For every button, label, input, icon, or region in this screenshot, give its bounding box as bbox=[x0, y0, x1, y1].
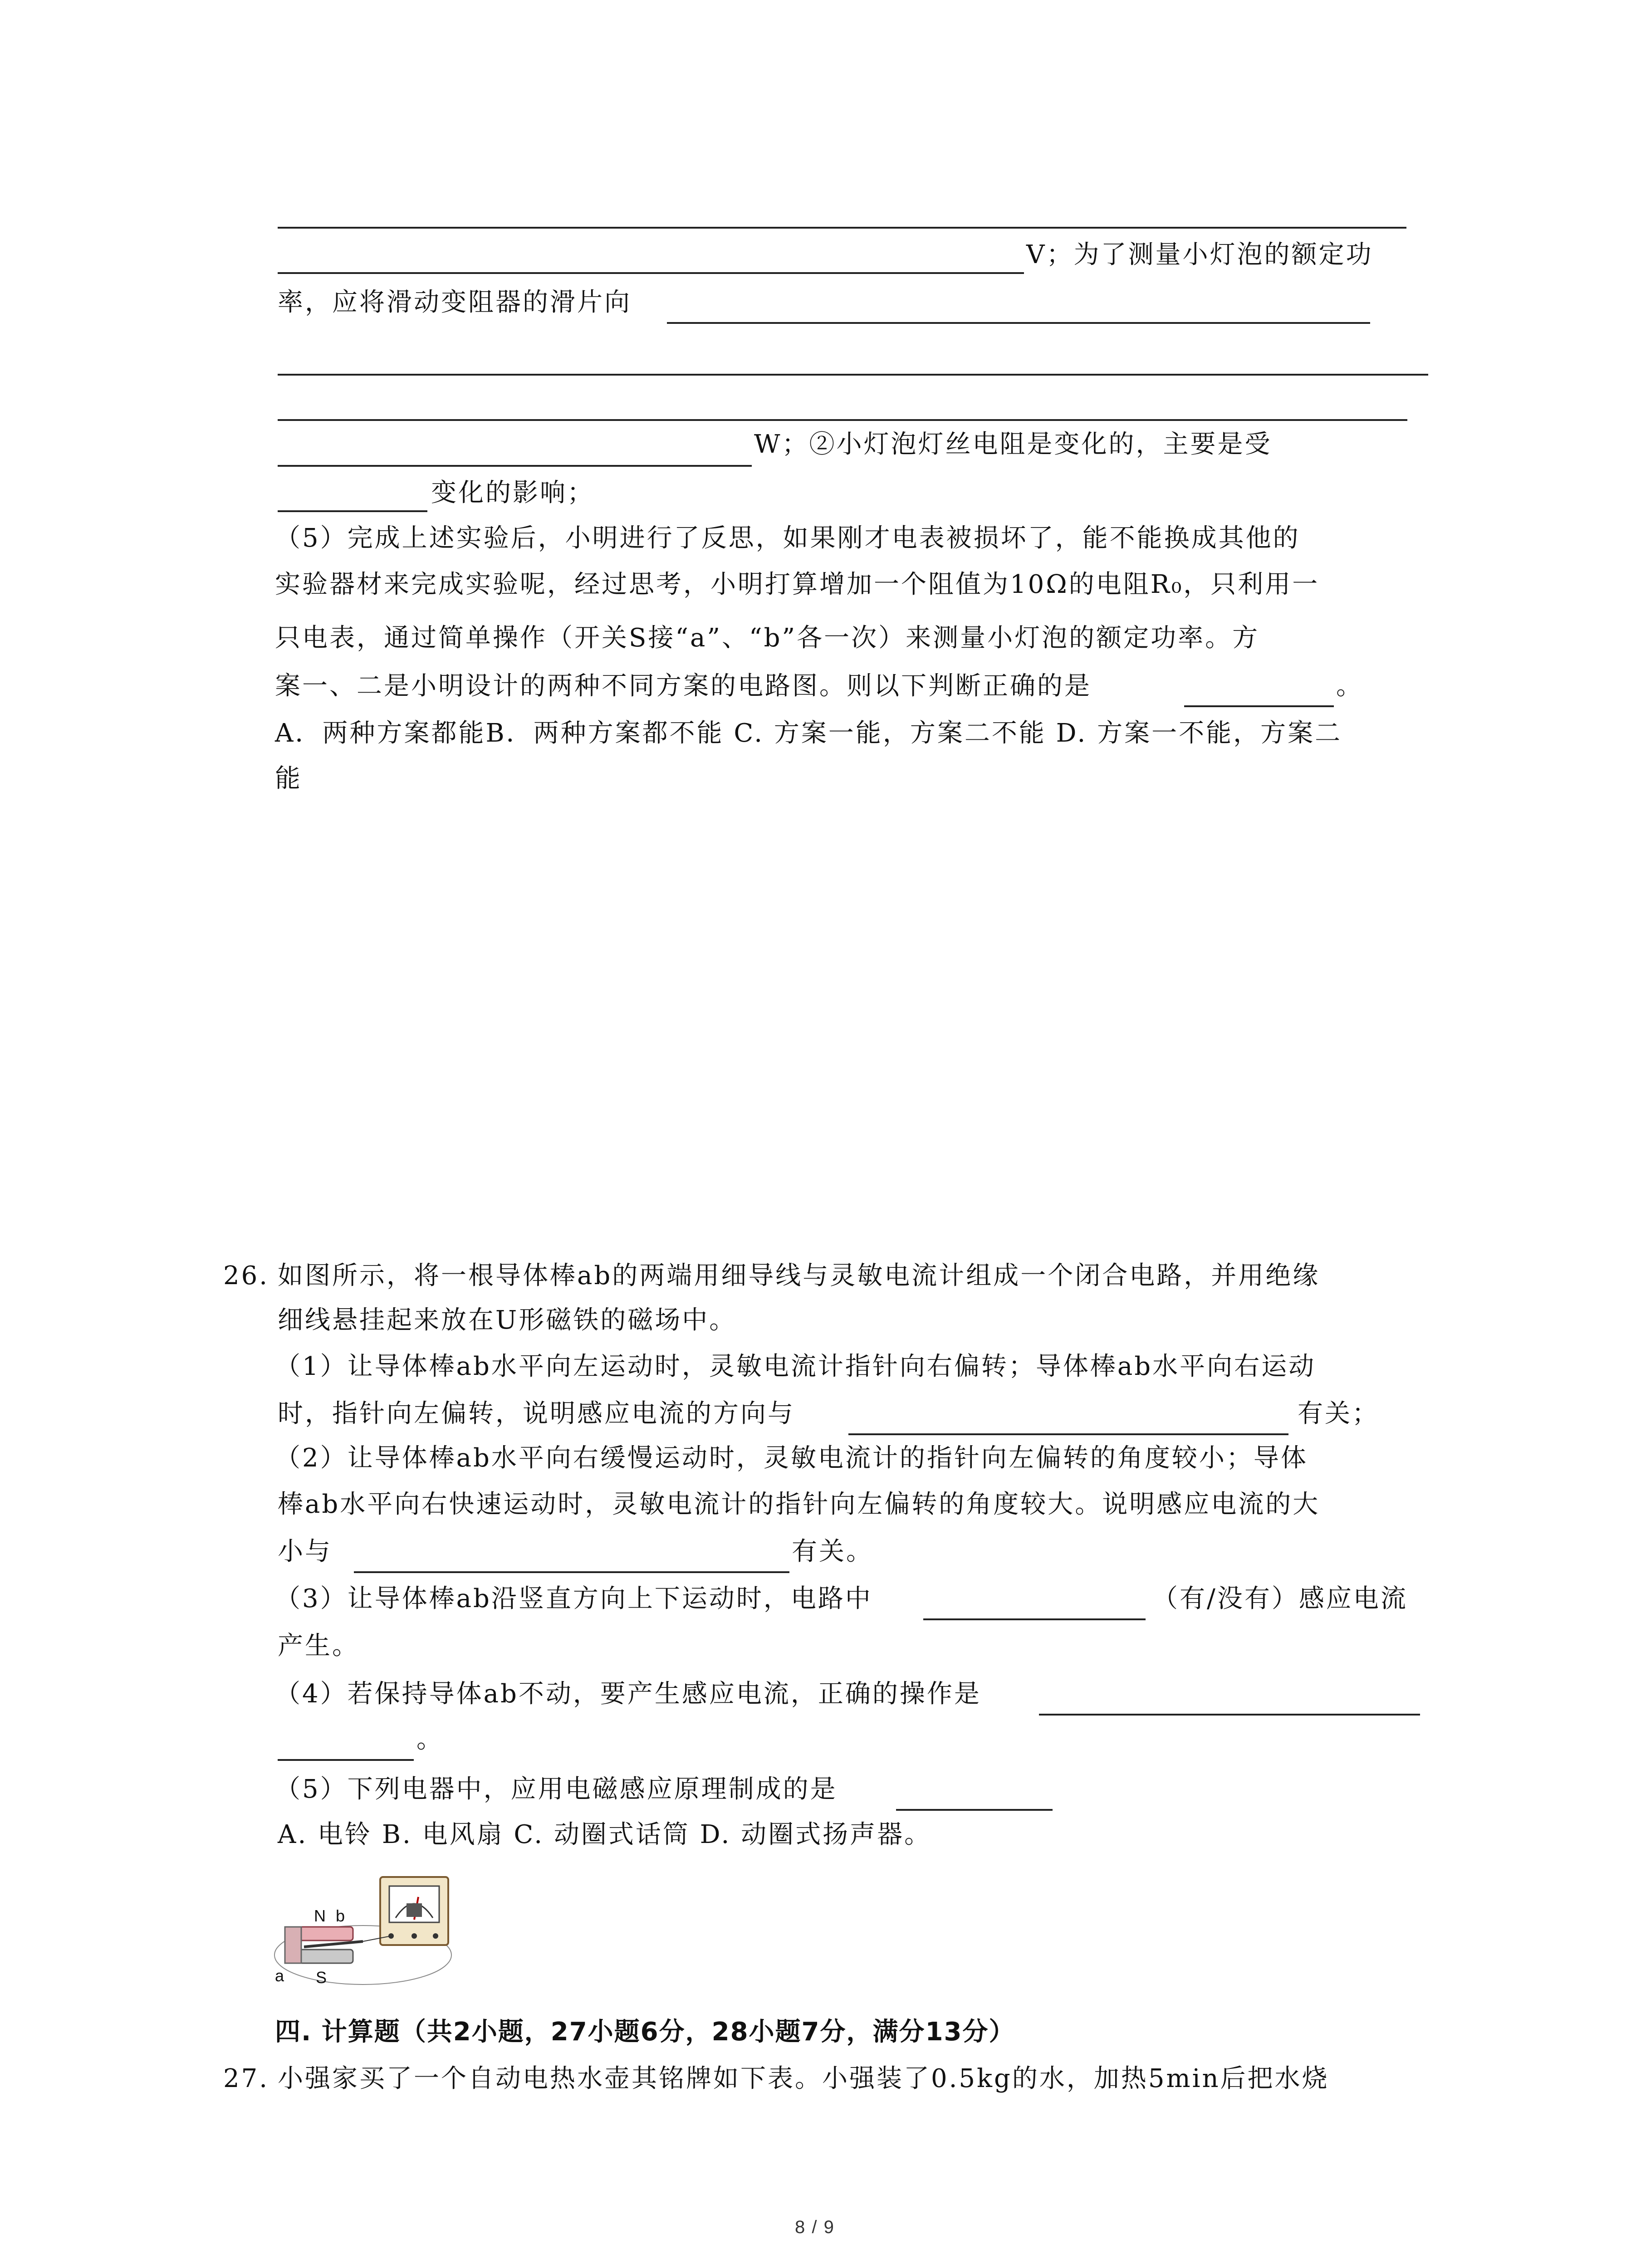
q26-part2-line3-end: 有关。 bbox=[792, 1537, 873, 1566]
experiment-figure bbox=[272, 1869, 463, 2000]
q26-part2-line2: 棒ab水平向右快速运动时，灵敏电流计的指针向左偏转的角度较大。说明感应电流的大 bbox=[278, 1490, 1320, 1519]
q25-line-unit-v: V；为了测量小灯泡的额定功 bbox=[1026, 240, 1373, 269]
q25-part5-line4-period: 。 bbox=[1336, 671, 1363, 701]
answer-blank[interactable] bbox=[278, 272, 1024, 274]
magnet-s-label: S bbox=[316, 1968, 327, 1987]
answer-blank[interactable] bbox=[667, 322, 1370, 324]
q27-number: 27. bbox=[223, 2064, 269, 2093]
answer-blank[interactable] bbox=[1039, 1714, 1420, 1716]
q26-part3-line1: （3）让导体棒ab沿竖直方向上下运动时，电路中 bbox=[275, 1584, 872, 1613]
q26-part4-line2-period: 。 bbox=[416, 1725, 444, 1754]
q25-line-influence: 变化的影响； bbox=[431, 478, 594, 508]
q26-part1-line1: （1）让导体棒ab水平向左运动时，灵敏电流计指针向右偏转；导体棒ab水平向右运动 bbox=[275, 1352, 1316, 1381]
q25-line-slider: 率，应将滑动变阻器的滑片向 bbox=[278, 288, 632, 317]
q25-line-unit-w: W；②小灯泡灯丝电阻是变化的，主要是受 bbox=[754, 430, 1272, 459]
answer-blank[interactable] bbox=[1184, 705, 1334, 707]
answer-blank[interactable] bbox=[278, 227, 1406, 229]
q26-number: 26. bbox=[223, 1261, 269, 1290]
q25-part5-options-wrap: 能 bbox=[275, 764, 302, 793]
answer-blank[interactable] bbox=[278, 510, 427, 512]
answer-blank[interactable] bbox=[278, 465, 752, 467]
q26-part2-line3: 小与 bbox=[278, 1537, 332, 1566]
q26-stem-line1: 如图所示，将一根导体棒ab的两端用细导线与灵敏电流计组成一个闭合电路，并用绝缘 bbox=[278, 1261, 1320, 1290]
q25-part5-line4: 案一、二是小明设计的两种不同方案的电路图。则以下判断正确的是 bbox=[275, 671, 1092, 701]
q26-stem-line2: 细线悬挂起来放在U形磁铁的磁场中。 bbox=[278, 1305, 737, 1335]
section-heading: 四. 计算题（共2小题，27小题6分，28小题7分，满分13分） bbox=[275, 2017, 1015, 2047]
q26-part5-line1: （5）下列电器中，应用电磁感应原理制成的是 bbox=[275, 1774, 838, 1804]
answer-blank[interactable] bbox=[896, 1809, 1053, 1811]
q25-part5-options: A．两种方案都能B．两种方案都不能 C. 方案一能，方案二不能 D. 方案一不能，方案二 bbox=[275, 719, 1342, 748]
answer-blank[interactable] bbox=[278, 419, 1407, 421]
magnet-n-label: N bbox=[314, 1906, 326, 1925]
answer-blank[interactable] bbox=[278, 374, 1428, 376]
answer-blank[interactable] bbox=[923, 1618, 1146, 1620]
rod-end-b-label: b bbox=[336, 1906, 345, 1925]
q26-part1-line2-end: 有关； bbox=[1298, 1399, 1379, 1428]
q26-part1-line2: 时，指针向左偏转，说明感应电流的方向与 bbox=[278, 1399, 795, 1428]
q26-part3-line2: 产生。 bbox=[278, 1631, 359, 1661]
galvanometer-icon bbox=[380, 1877, 448, 1945]
q25-part5-line1: （5）完成上述实验后，小明进行了反思，如果刚才电表被损坏了，能不能换成其他的 bbox=[275, 523, 1300, 553]
q26-part2-line1: （2）让导体棒ab水平向右缓慢运动时，灵敏电流计的指针向左偏转的角度较小；导体 bbox=[275, 1443, 1308, 1473]
q26-part5-options: A. 电铃 B. 电风扇 C. 动圈式话筒 D. 动圈式扬声器。 bbox=[278, 1820, 932, 1849]
q25-part5-line2: 实验器材来完成实验呢，经过思考，小明打算增加一个阻值为10Ω的电阻R₀，只利用一 bbox=[275, 570, 1320, 599]
q26-part4-line1: （4）若保持导体ab不动，要产生感应电流，正确的操作是 bbox=[275, 1679, 981, 1709]
q25-part5-line3: 只电表，通过简单操作（开关S接“a”、“b”各一次）来测量小灯泡的额定功率。方 bbox=[275, 623, 1260, 653]
rod-end-a-label: a bbox=[275, 1966, 284, 1985]
answer-blank[interactable] bbox=[354, 1571, 789, 1573]
answer-blank[interactable] bbox=[278, 1759, 414, 1761]
q26-part3-line1-end: （有/没有）感应电流 bbox=[1152, 1584, 1408, 1613]
answer-blank[interactable] bbox=[848, 1433, 1288, 1435]
page-number: 8 / 9 bbox=[795, 2217, 835, 2237]
q27-stem-line1: 小强家买了一个自动电热水壶其铭牌如下表。小强装了0.5kg的水，加热5min后把水烧 bbox=[278, 2064, 1329, 2093]
